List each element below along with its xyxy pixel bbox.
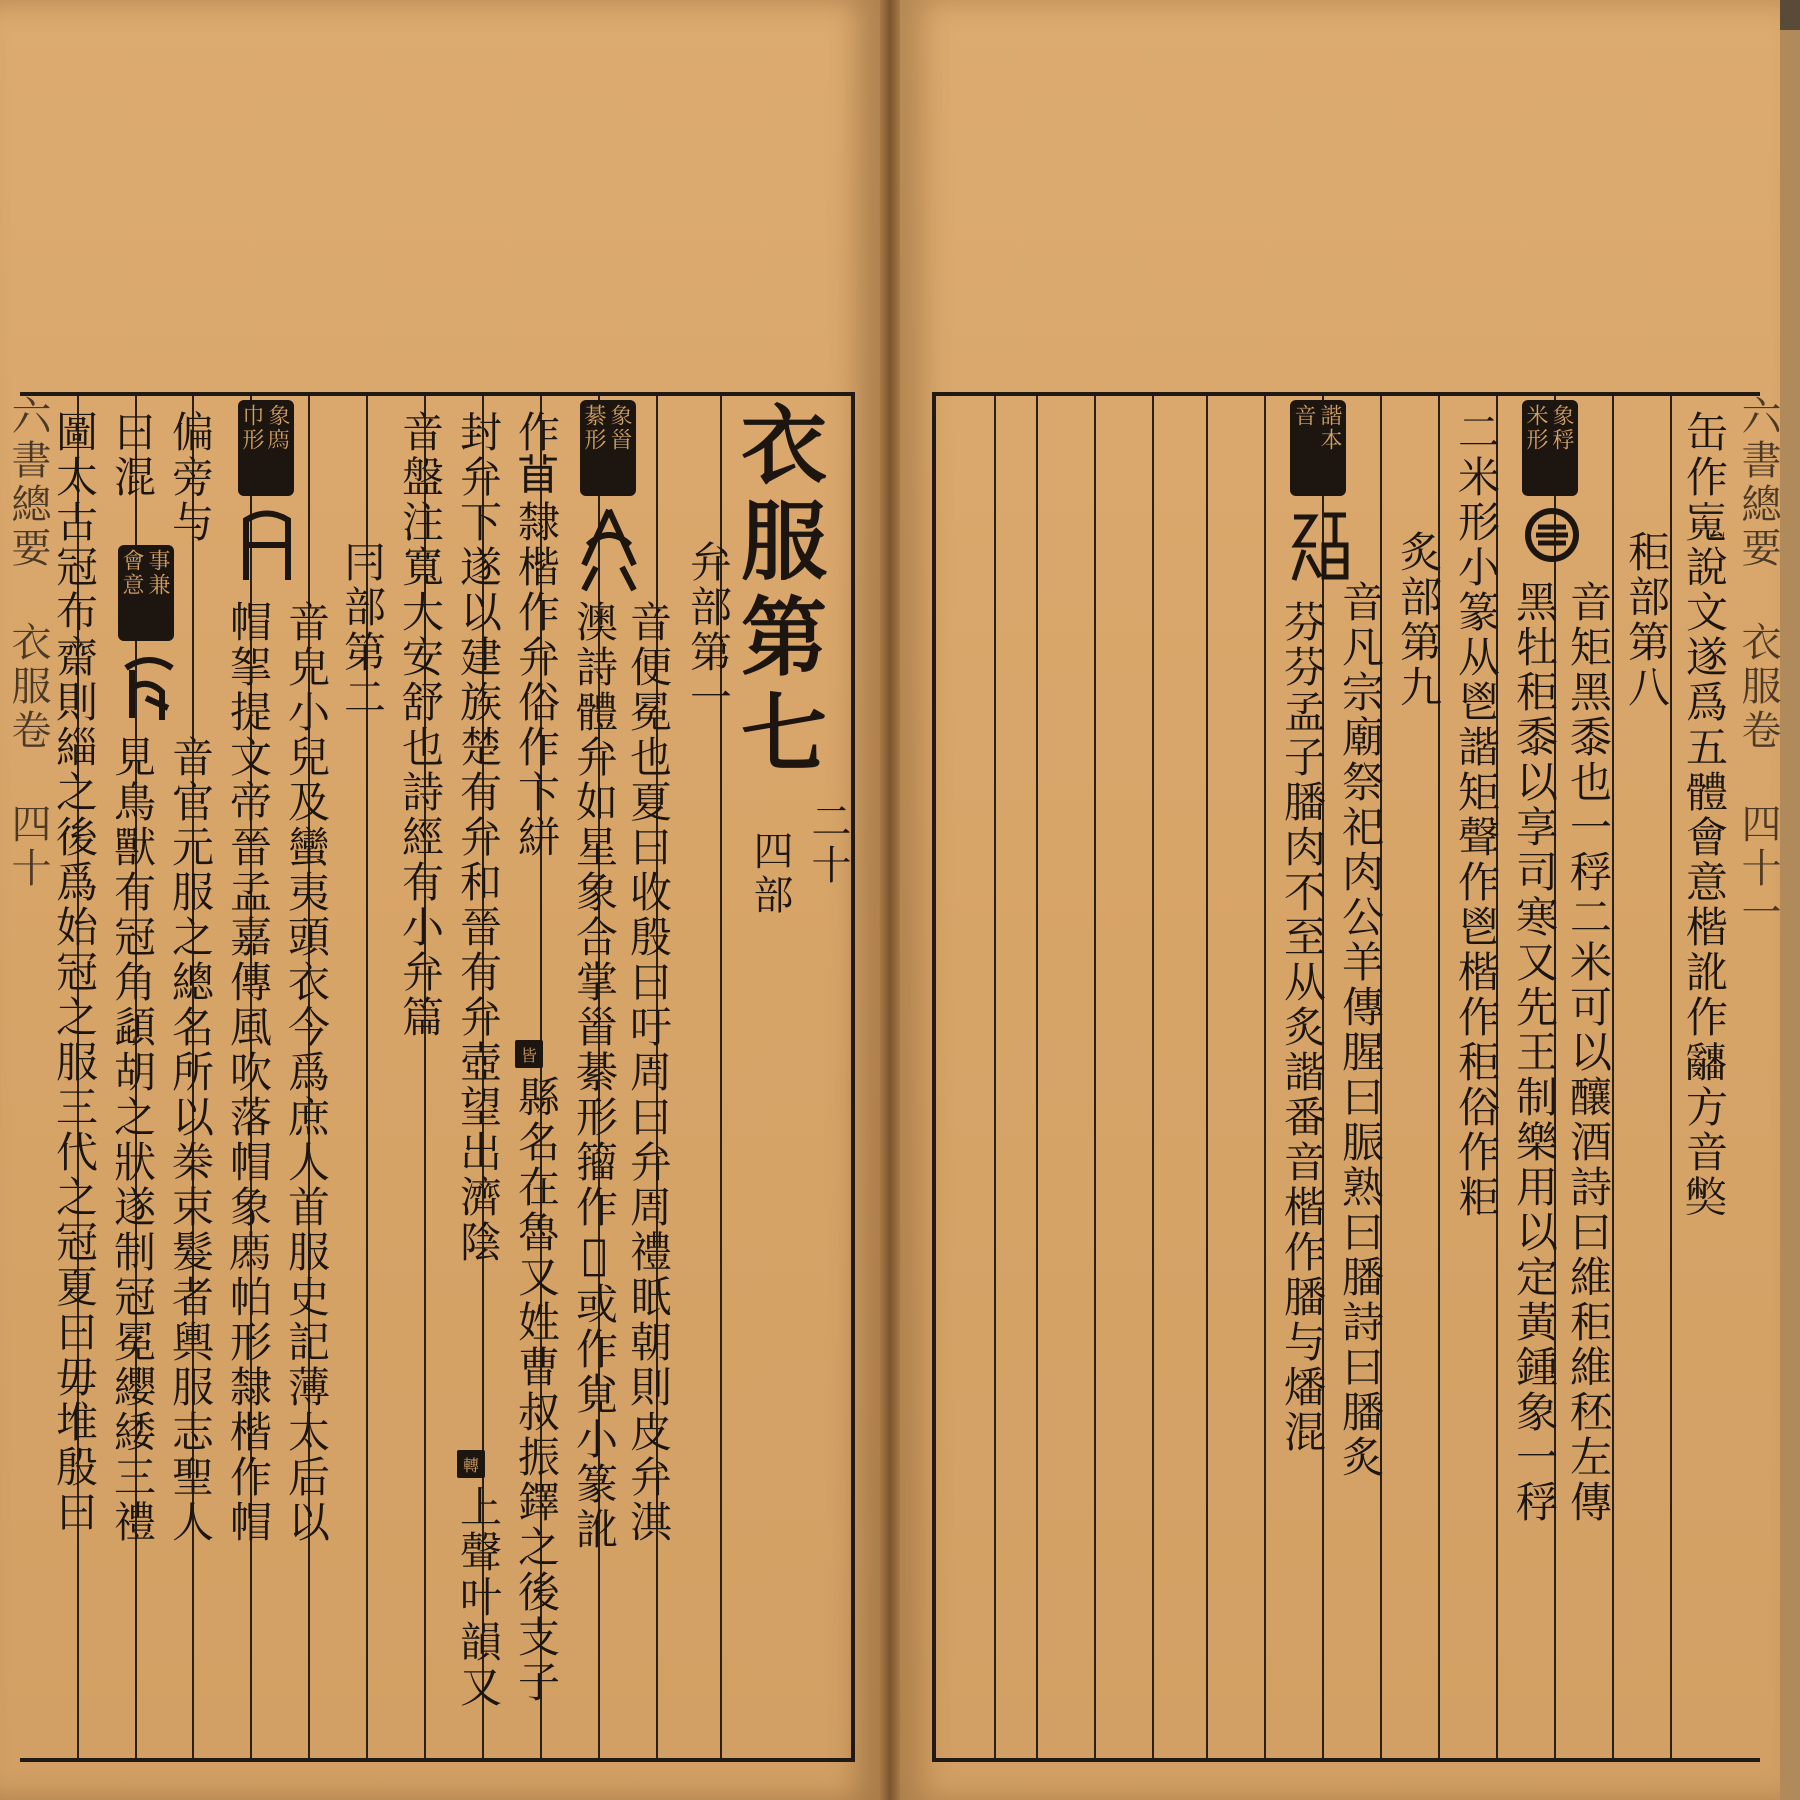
right-col-2: 音矩黑黍也一稃二米可以釀酒詩曰維秬維秠左傳	[1564, 580, 1613, 1525]
right-col-1: 缶作𩱿說文遂爲五體會意楷訛作𤕌方音𡚁	[1680, 410, 1729, 1220]
text-col-1: 音便冕也夏曰收殷曰吁周曰弁周禮眂朝則皮弁淇	[624, 600, 673, 1545]
right-col-5: 音凡宗廟祭祀肉公羊傳腥曰脤熟曰膰詩曰膰炙	[1336, 580, 1385, 1480]
seal-script-badge-8: 象稃 米形	[1522, 400, 1578, 496]
book-gutter	[880, 0, 900, 1800]
seal-glyph-mao-icon	[236, 505, 298, 585]
seal-script-badge-9: 諧本 音	[1290, 400, 1346, 496]
seal-glyph-guan-icon	[118, 648, 180, 728]
section-heading-9: 炙部第九	[1394, 530, 1443, 710]
text-col-5: 音盤注寬大安舒也詩經有小弁篇	[396, 410, 445, 1040]
text-col-9: 音官元服之總名所以桊束髮者輿服志聖人	[166, 735, 215, 1545]
section-heading-8: 秬部第八	[1622, 530, 1671, 710]
seal-script-badge-2: 象𢊁 巾形	[238, 400, 294, 496]
chapter-note-2: 四部	[747, 830, 793, 918]
left-margin-text: 六書總要 衣服卷 四十	[5, 395, 51, 891]
text-col-6: 音皃小兒及蠻夷頭衣今爲庶人首服史記薄太后以	[282, 600, 331, 1545]
text-col-3: 作𥄕隸楷作弁俗作卞絣	[512, 410, 561, 860]
section-heading-1: 弁部第一	[684, 540, 733, 720]
text-col-4b: 上聲叶韻又	[454, 1485, 503, 1710]
seal-mark-a: 皆	[515, 1040, 543, 1068]
seal-mark-b: 轉	[457, 1450, 485, 1478]
seal-glyph-bian-icon	[576, 505, 642, 595]
seal-glyph-ju-icon	[1522, 505, 1582, 565]
text-col-4: 封弁下遂以建族楚有弁和晉有弁壺望出濟陰	[454, 410, 503, 1265]
seal-script-badge-1: 象𩠐 綦形	[580, 400, 636, 496]
seal-glyph-fan-icon	[1286, 505, 1352, 585]
text-col-11: 見鳥獸有冠角頿胡之狀遂制冠冕纓緌三禮	[108, 735, 157, 1545]
section-heading-2: 冃部第二	[338, 540, 387, 720]
chapter-note: 二十	[805, 800, 851, 888]
text-col-10: 曰混	[108, 410, 157, 500]
seal-script-badge-3: 事兼 會意	[118, 545, 174, 641]
right-margin-text: 六書總要 衣服卷 四十一	[1735, 395, 1781, 935]
empty-columns-area	[940, 400, 1200, 1750]
text-col-12: 圖太古冠布齋則緇之後爲始冠之服三代之冠夏曰毋堆殷曰	[50, 410, 99, 1535]
text-col-7: 帽挐提文帝晉孟嘉傳風吹落帽象𢊁帕形隸楷作帽	[224, 600, 273, 1545]
text-col-3b: 縣名在魯又姓曹叔振鐸之後支子	[512, 1075, 561, 1705]
right-col-6: 芬芬孟子膰肉不至从炙諧番音楷作膰与燔混	[1278, 600, 1327, 1455]
right-col-4: 二米形小篆从鬯諧矩聲作鬯楷作秬俗作粔	[1452, 410, 1501, 1220]
text-col-8: 偏旁与	[166, 410, 215, 545]
chapter-title: 衣服第七	[726, 400, 827, 784]
text-col-2: 澳詩體弁如星象合掌𩠐綦形籀作𡮣或作覍小篆訛	[570, 600, 619, 1552]
right-col-3: 黑牡秬黍以享司寒又先王制樂用以定黃鍾象一稃	[1510, 580, 1559, 1525]
